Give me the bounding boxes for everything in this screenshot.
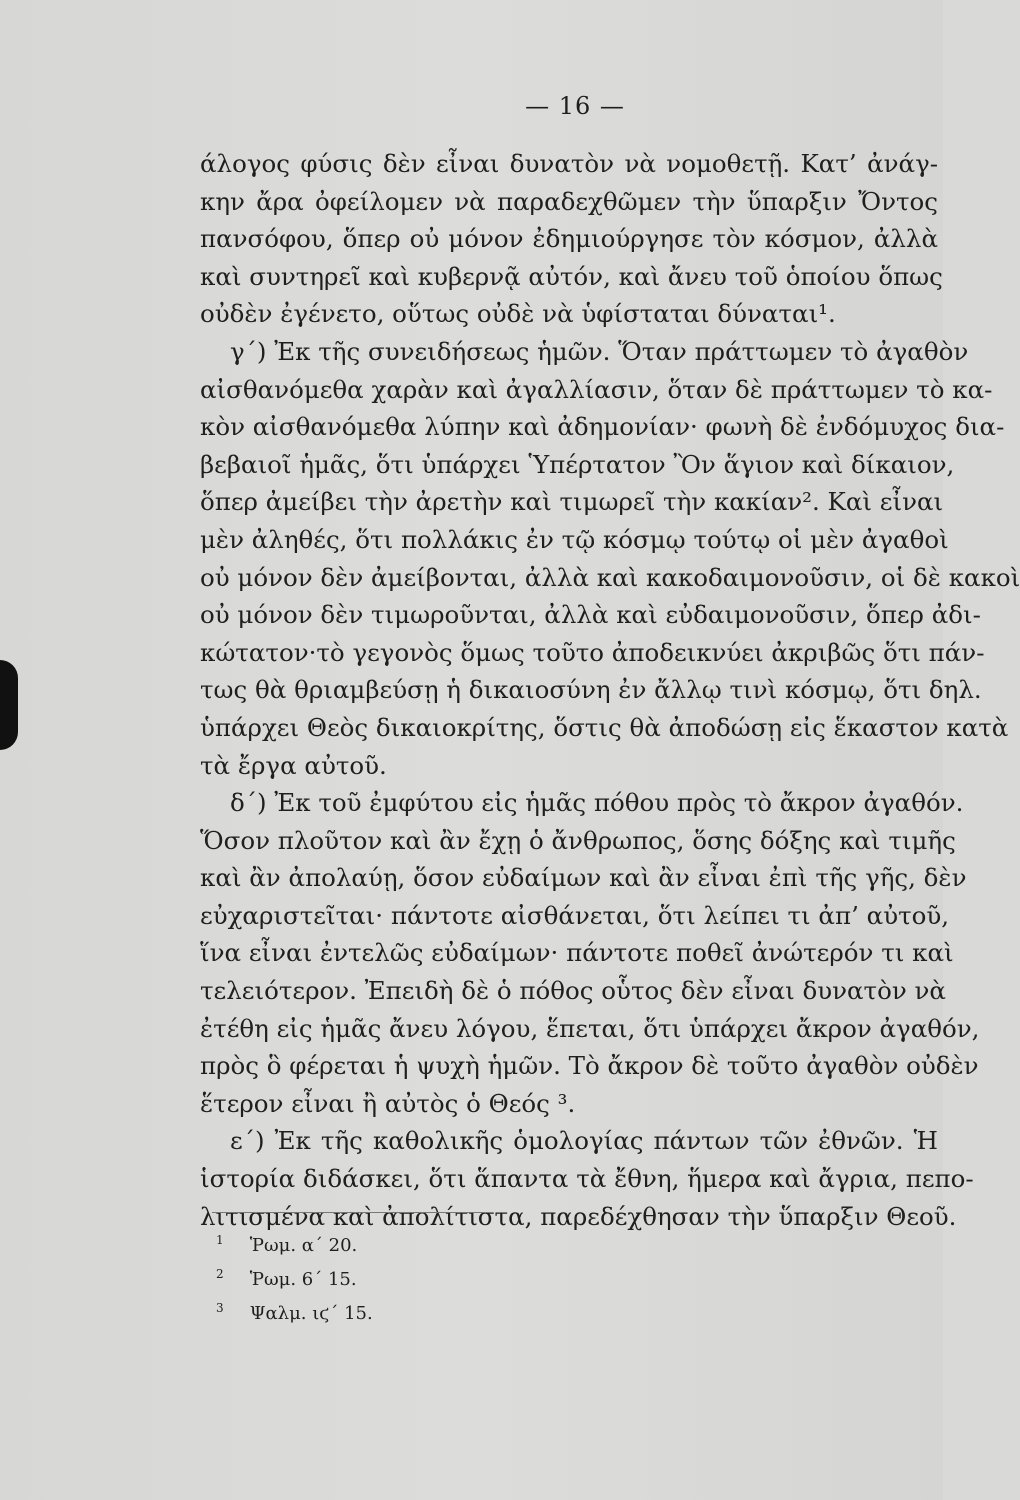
section-heading-line: γ΄) Ἐκ τῆς συνειδήσεως ἡμῶν. Ὅταν πράττωμεν τὸ ἀγαθὸν <box>230 336 969 366</box>
footnote-divider <box>212 1212 487 1213</box>
footnote-3 <box>216 1294 373 1328</box>
text-line: εὐχαριστεῖται· πάντοτε αἰσθάνεται, ὅτι λείπει τι ἀπ’ αὐτοῦ, <box>200 900 950 930</box>
text-line: ἐτέθη εἰς ἡμᾶς ἄνευ λόγου, ἕπεται, ὅτι ὑπάρχει ἄκρον ἀγαθόν, <box>200 1013 980 1043</box>
footnote-2 <box>216 1260 373 1294</box>
text-line: οὐ μόνον δὲν ἀμείβονται, ἀλλὰ καὶ κακοδαιμονοῦσιν, οἱ δὲ κακοὶ <box>200 562 1020 592</box>
text-line: κώτατον·τὸ γεγονὸς ὅμως τοῦτο ἀποδεικνύει ἀκριβῶς ὅτι πάν- <box>200 637 985 667</box>
text-line: καὶ ἂν ἀπολαύῃ, ὅσον εὐδαίμων καὶ ἂν εἶναι ἐπὶ τῆς γῆς, δὲν <box>200 863 967 893</box>
footnote-number: 1 <box>216 1233 224 1247</box>
text-line: τὰ ἔργα αὐτοῦ. <box>200 750 387 780</box>
binding-shadow-mark <box>0 660 18 750</box>
section-heading-line: ε΄) Ἐκ τῆς καθολικῆς ὁμολογίας πάντων τῶν ἐθνῶν. Ἡ <box>230 1126 938 1156</box>
section-heading-line: δ΄) Ἐκ τοῦ ἐμφύτου εἰς ἡμᾶς πόθου πρὸς τὸ ἄκρον ἀγαθόν. <box>230 788 964 818</box>
page-number: — 16 — <box>525 92 625 120</box>
text-line: κὸν αἰσθανόμεθα λύπην καὶ ἀδημονίαν· φωνὴ δὲ ἐνδόμυχος δια- <box>200 412 1005 442</box>
text-line: οὐδὲν ἐγένετο, οὕτως οὐδὲ νὰ ὑφίσταται δύναται¹. <box>200 299 836 329</box>
text-line: αἰσθανόμεθα χαρὰν καὶ ἀγαλλίασιν, ὅταν δὲ πράττωμεν τὸ κα- <box>200 374 993 404</box>
footnotes <box>216 1226 373 1328</box>
footnote-text: Ψαλμ. ιϛ΄ 15. <box>249 1303 373 1324</box>
footnote-1 <box>216 1226 373 1260</box>
text-line: άλογος φύσις δὲν εἶναι δυνατὸν νὰ νομοθετῇ. Κατ’ ἀνάγ- <box>200 149 938 178</box>
text-line: ὑπάρχει Θεὸς δικαιοκρίτης, ὅστις θὰ ἀποδώσῃ εἰς ἕκαστον κατὰ <box>200 712 1009 742</box>
text-line: ἱστορία διδάσκει, ὅτι ἅπαντα τὰ ἔθνη, ἥμερα καὶ ἄγρια, πεπο- <box>200 1164 974 1194</box>
text-line: κην ἄρα ὀφείλομεν νὰ παραδεχθῶμεν τὴν ὕπαρξιν Ὄντος <box>200 186 938 216</box>
text-line: βεβαιοῖ ἡμᾶς, ὅτι ὑπάρχει Ὑπέρτατον Ὂν ἅγιον καὶ δίκαιον, <box>200 449 955 479</box>
text-line: πανσόφου, ὅπερ οὐ μόνον ἐδημιούργησε τὸν κόσμον, ἀλλὰ <box>200 224 938 254</box>
footnote-number: 2 <box>216 1267 224 1281</box>
text-line: τως θὰ θριαμβεύσῃ ἡ δικαιοσύνη ἐν ἄλλῳ τινὶ κόσμῳ, ὅτι δηλ. <box>200 675 982 705</box>
text-line: τελειότερον. Ἐπειδὴ δὲ ὁ πόθος οὗτος δὲν εἶναι δυνατὸν νὰ <box>200 976 946 1006</box>
footnote-text: Ῥωμ. 6΄ 15. <box>249 1269 357 1290</box>
footnote-number: 3 <box>216 1301 224 1315</box>
text-line: μὲν ἀληθές, ὅτι πολλάκις ἐν τῷ κόσμῳ τούτῳ οἱ μὲν ἀγαθοὶ <box>200 524 949 554</box>
text-line: οὐ μόνον δὲν τιμωροῦνται, ἀλλὰ καὶ εὐδαιμονοῦσιν, ὅπερ ἀδι- <box>200 600 981 630</box>
text-line: ἕτερον εἶναι ἢ αὐτὸς ὁ Θεός ³. <box>200 1088 576 1118</box>
text-line: ὅπερ ἀμείβει τὴν ἀρετὴν καὶ τιμωρεῖ τὴν κακίαν². Καὶ εἶναι <box>200 487 944 517</box>
text-line: καὶ συντηρεῖ καὶ κυβερνᾷ αὐτόν, καὶ ἄνευ τοῦ ὁποίου ὅπως <box>200 261 943 291</box>
text-line: λιτισμένα καὶ ἀπολίτιστα, παρεδέχθησαν τὴν ὕπαρξιν Θεοῦ. <box>200 1201 957 1231</box>
text-line: Ὅσον πλοῦτον καὶ ἂν ἔχῃ ὁ ἄνθρωπος, ὅσης δόξης καὶ τιμῆς <box>200 825 956 855</box>
footnote-text: Ῥωμ. α΄ 20. <box>249 1235 358 1256</box>
body-text <box>200 145 1020 1235</box>
text-line: πρὸς ὃ φέρεται ἡ ψυχὴ ἡμῶν. Τὸ ἄκρον δὲ τοῦτο ἀγαθὸν οὐδὲν <box>200 1051 979 1081</box>
text-line: ἵνα εἶναι ἐντελῶς εὐδαίμων· πάντοτε ποθεῖ ἀνώτερόν τι καὶ <box>200 938 954 968</box>
